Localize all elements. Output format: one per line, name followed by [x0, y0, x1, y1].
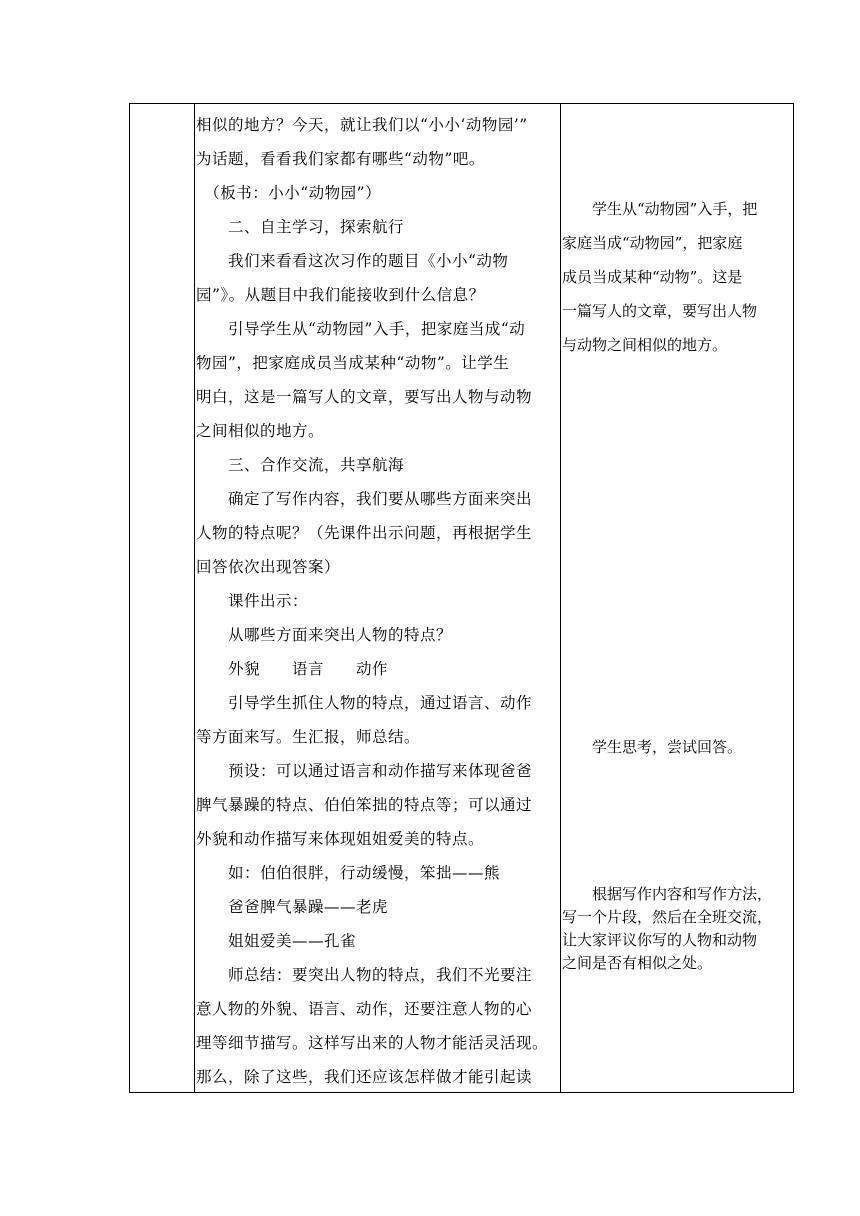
note-line: 写一个片段，然后在全班交流，	[562, 908, 773, 926]
text-line: 理等细节描写。这样写出来的人物才能活灵活现。	[196, 1034, 549, 1052]
text-line: 等方面来写。生汇报，师总结。	[196, 728, 421, 746]
text-line: 姐姐爱美——孔雀	[196, 932, 357, 950]
text-line: 之间相似的地方。	[196, 422, 325, 440]
lesson-plan-table	[129, 103, 794, 1093]
text-line: 预设：可以通过语言和动作描写来体现爸爸	[196, 762, 533, 780]
column-divider-right	[560, 104, 561, 1092]
text-line: 为话题，看看我们家都有哪些“动物”吧。	[196, 150, 485, 168]
text-line: 引导学生抓住人物的特点，通过语言、动作	[196, 694, 533, 712]
note-line: 家庭当成“动物园”，把家庭	[562, 234, 743, 252]
text-line: 如：伯伯很胖，行动缓慢，笨拙——熊	[196, 864, 501, 882]
text-line: 外貌和动作描写来体现姐姐爱美的特点。	[196, 830, 485, 848]
text-line: 确定了写作内容，我们要从哪些方面来突出	[196, 490, 533, 508]
column-divider-left	[194, 104, 195, 1092]
text-line: 从哪些方面来突出人物的特点？	[196, 626, 453, 644]
text-line: 课件出示：	[196, 592, 309, 610]
text-line: 那么，除了这些，我们还应该怎样做才能引起读	[196, 1068, 533, 1086]
text-line: 脾气暴躁的特点、伯伯笨拙的特点等；可以通过	[196, 796, 533, 814]
note-line: 一篇写人的文章，要写出人物	[562, 302, 758, 320]
section-heading: 三、合作交流，共享航海	[196, 456, 405, 474]
note-line: 之间是否有相似之处。	[562, 954, 713, 972]
text-line: 相似的地方？今天，就让我们以“小小‘动物园’”	[196, 116, 528, 134]
note-line: 学生从“动物园”入手，把	[562, 200, 758, 218]
text-line: （板书：小小“动物园”）	[196, 184, 382, 202]
text-line: 外貌 语言 动作	[196, 660, 389, 678]
note-line: 学生思考，尝试回答。	[562, 738, 743, 756]
text-line: 引导学生从“动物园”入手，把家庭当成“动	[196, 320, 526, 338]
text-line: 人物的特点呢？（先课件出示问题，再根据学生	[196, 524, 533, 542]
section-heading: 二、自主学习，探索航行	[196, 218, 405, 236]
text-line: 我们来看看这次习作的题目《小小“动物	[196, 252, 509, 270]
note-line: 根据写作内容和写作方法，	[562, 885, 773, 903]
text-line: 明白，这是一篇写人的文章，要写出人物与动物	[196, 388, 533, 406]
text-line: 回答依次出现答案）	[196, 558, 341, 576]
note-line: 成员当成某种“动物”。这是	[562, 268, 743, 286]
text-line: 园”》。从题目中我们能接收到什么信息？	[196, 286, 485, 304]
text-line: 师总结：要突出人物的特点，我们不光要注	[196, 966, 533, 984]
text-line: 爸爸脾气暴躁——老虎	[196, 898, 389, 916]
note-line: 与动物之间相似的地方。	[562, 336, 728, 354]
note-line: 让大家评议你写的人物和动物	[562, 931, 758, 949]
text-line: 意人物的外貌、语言、动作，还要注意人物的心	[196, 1000, 533, 1018]
text-line: 物园”，把家庭成员当成某种“动物”。让学生	[196, 354, 510, 372]
